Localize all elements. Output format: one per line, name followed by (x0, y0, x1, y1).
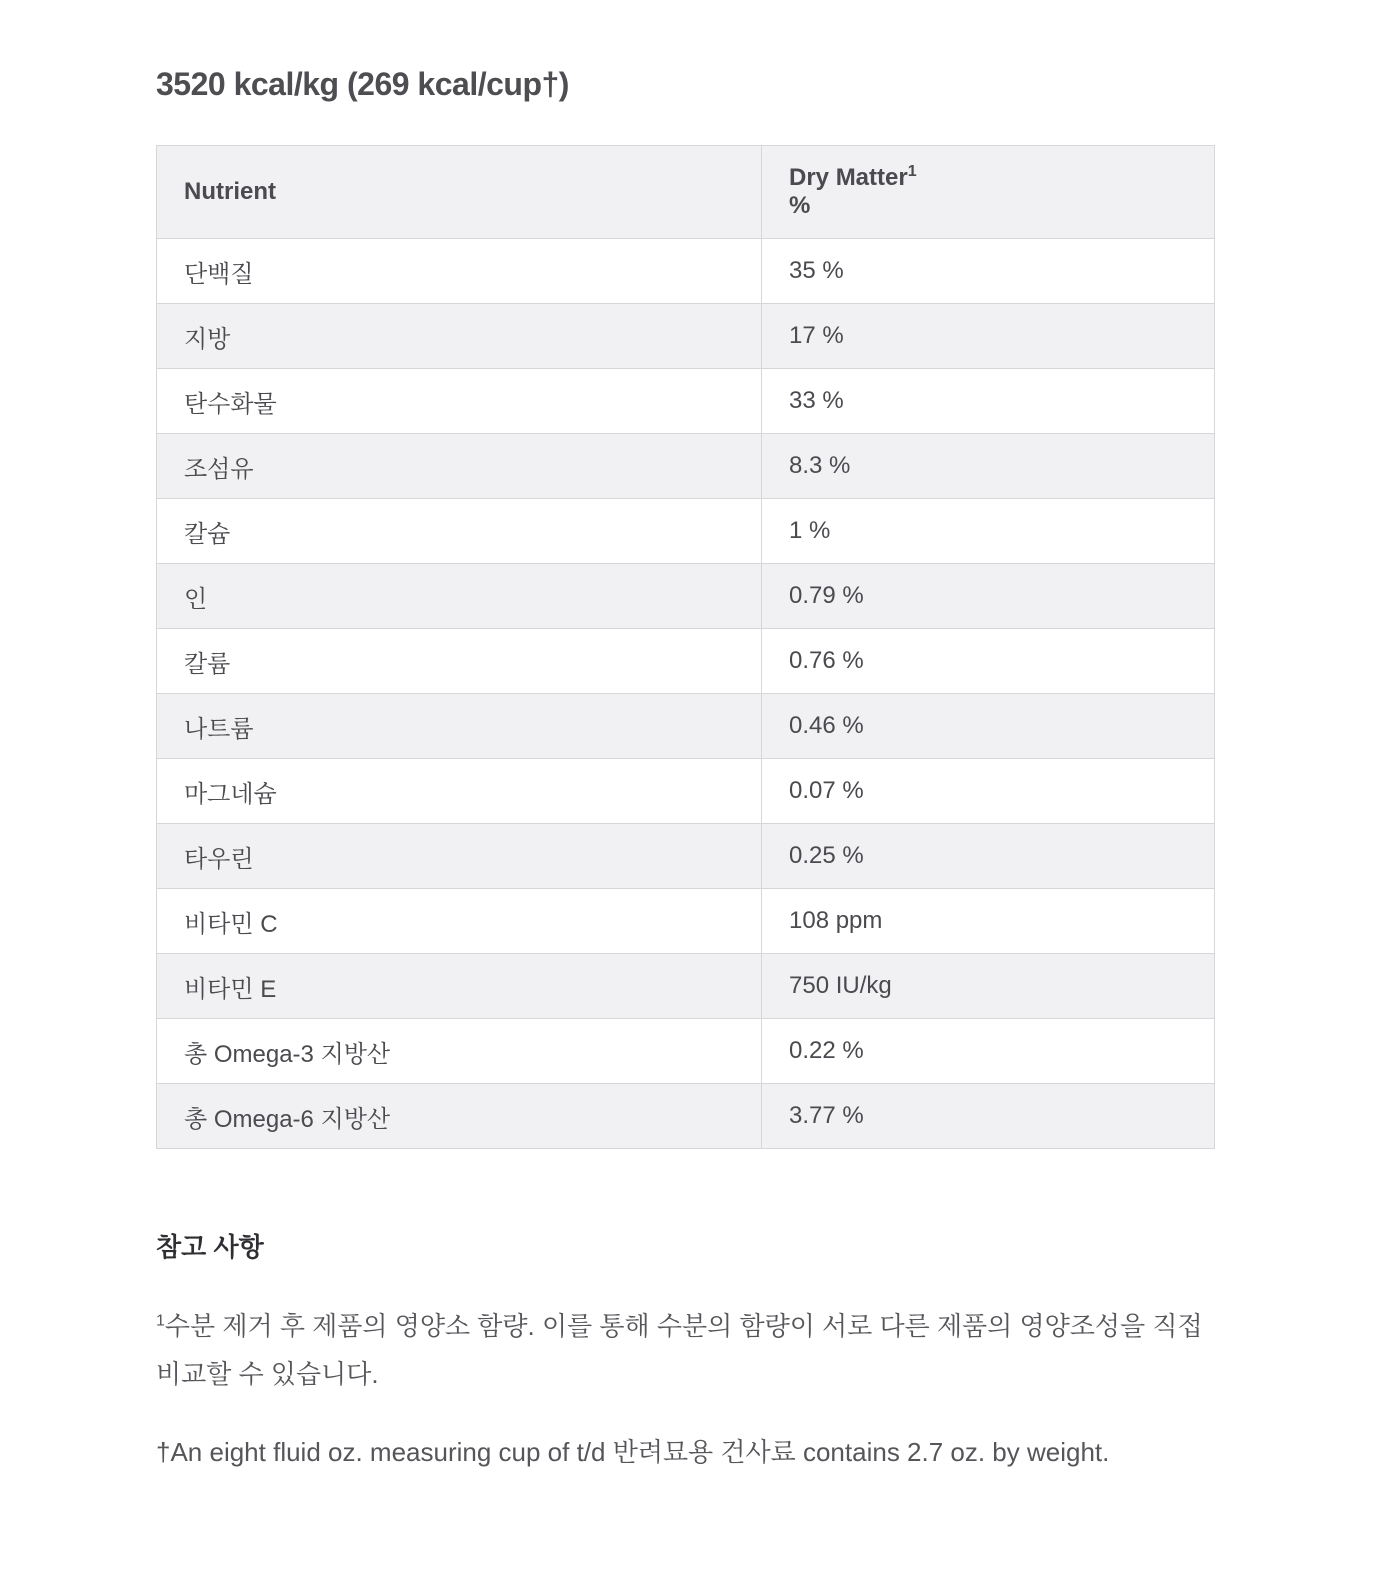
nutrient-name-cell: 총 Omega-6 지방산 (157, 1084, 762, 1149)
nutrient-value-cell: 35 % (762, 239, 1215, 304)
header-dry-matter-footnote: 1 (907, 163, 917, 180)
nutrient-value-cell: 0.25 % (762, 824, 1215, 889)
nutrient-value-cell: 0.07 % (762, 759, 1215, 824)
nutrient-name-cell: 단백질 (157, 239, 762, 304)
footnote-marker: 1 (156, 1312, 165, 1330)
table-row (157, 304, 1215, 369)
nutrient-name-cell: 조섬유 (157, 434, 762, 499)
nutrient-value-cell: 108 ppm (762, 889, 1215, 954)
footnote-dry-matter-text: 수분 제거 후 제품의 영양소 함량. 이를 통해 수분의 함량이 서로 다른 제품의 영양조성을 직접 비교할 수 있습니다. (156, 1311, 1203, 1389)
table-row (157, 824, 1215, 889)
table-row (157, 954, 1215, 1019)
nutrient-name-cell: 인 (157, 564, 762, 629)
table-row (157, 694, 1215, 759)
header-dry-matter (762, 146, 1215, 239)
nutrient-value-cell: 0.79 % (762, 564, 1215, 629)
nutrient-value-cell: 1 % (762, 499, 1215, 564)
footnote-cup: †An eight fluid oz. measuring cup of t/d 반려묘용 건사료 contains 2.7 oz. by weight. (156, 1437, 1110, 1467)
nutrient-value-cell: 33 % (762, 369, 1215, 434)
table-row (157, 564, 1215, 629)
table-row (157, 369, 1215, 434)
table-header-row (157, 146, 1215, 239)
table-row (157, 1019, 1215, 1084)
nutrient-name-cell: 칼슘 (157, 499, 762, 564)
nutrient-name-cell: 타우린 (157, 824, 762, 889)
table-row (157, 629, 1215, 694)
nutrient-table (156, 145, 1215, 1149)
nutrient-name-cell: 나트륨 (157, 694, 762, 759)
nutrient-value-cell: 17 % (762, 304, 1215, 369)
header-dry-matter-unit: % (789, 192, 811, 219)
nutrient-value-cell: 3.77 % (762, 1084, 1215, 1149)
notes-title: 참고 사항 (156, 1232, 264, 1262)
nutrient-value-cell: 750 IU/kg (762, 954, 1215, 1019)
nutrient-name-cell: 마그네슘 (157, 759, 762, 824)
nutrient-name-cell: 탄수화물 (157, 369, 762, 434)
table-row (157, 499, 1215, 564)
nutrient-value-cell: 0.22 % (762, 1019, 1215, 1084)
table-row (157, 759, 1215, 824)
table-row (157, 889, 1215, 954)
nutrient-name-cell: 칼륨 (157, 629, 762, 694)
nutrient-value-cell: 8.3 % (762, 434, 1215, 499)
nutrient-value-cell: 0.76 % (762, 629, 1215, 694)
nutrient-name-cell: 비타민 E (157, 954, 762, 1019)
table-row (157, 239, 1215, 304)
footnote-dry-matter (156, 1302, 1216, 1398)
calorie-heading: 3520 kcal/kg (269 kcal/cup†) (156, 66, 569, 102)
nutrient-value-cell: 0.46 % (762, 694, 1215, 759)
table-row (157, 1084, 1215, 1149)
nutrient-name-cell: 총 Omega-3 지방산 (157, 1019, 762, 1084)
nutrient-name-cell: 지방 (157, 304, 762, 369)
table-row (157, 434, 1215, 499)
header-nutrient: Nutrient (157, 146, 762, 239)
nutrient-name-cell: 비타민 C (157, 889, 762, 954)
header-dry-matter-label: Dry Matter (789, 164, 908, 191)
